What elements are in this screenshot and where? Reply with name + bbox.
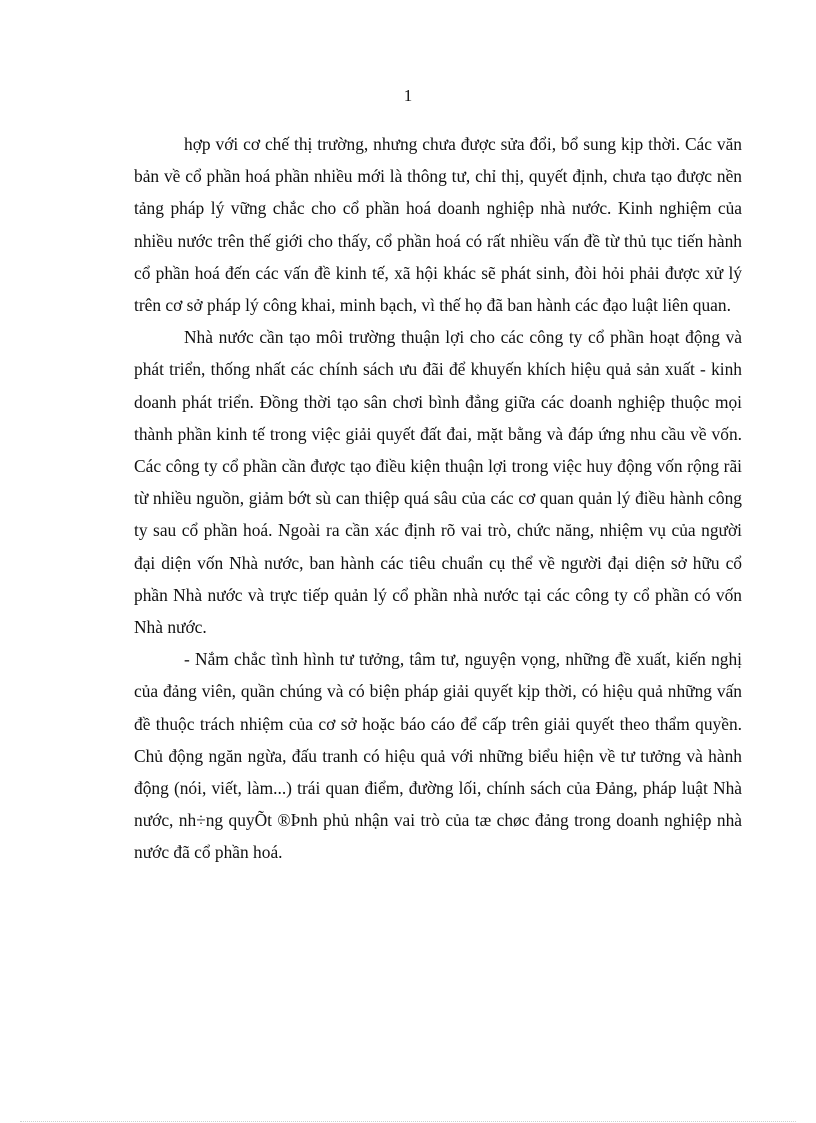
paragraph-1: hợp với cơ chế thị trường, nhưng chưa được sửa đổi, bổ sung kịp thời. Các văn bản về cổ phần hoá phần nhiều mới là thông tư, chỉ thị, quyết định, chưa tạo được nền tảng pháp lý vững chắc cho cổ phần hoá doanh nghiệp nhà nước. Kinh nghiệm của nhiều nước trên thế giới cho thấy, cổ phần hoá có rất nhiều vấn đề từ thủ tục tiến hành cổ phần hoá đến các vấn đề kinh tế, xã hội khác sẽ phát sinh, đòi hỏi phải được xử lý trên cơ sở pháp lý công khai, minh bạch, vì thế họ đã ban hành các đạo luật liên quan. (134, 134, 742, 316)
page-bottom-border (20, 1121, 796, 1122)
paragraph-2: Nhà nước cần tạo môi trường thuận lợi cho các công ty cổ phần hoạt động và phát triển, thống nhất các chính sách ưu đãi để khuyến khích hiệu quả sản xuất - kinh doanh phát triển. Đồng thời tạo sân chơi bình đẳng giữa các doanh nghiệp thuộc mọi thành phần kinh tế trong việc giải quyết đất đai, mặt bằng và đáp ứng nhu cầu về vốn. Các công ty cổ phần cần được tạo điều kiện thuận lợi trong việc huy động vốn rộng rãi từ nhiều nguồn, giảm bớt sù can thiệp quá sâu của các cơ quan quản lý điều hành công ty sau cổ phần hoá. Ngoài ra cần xác định rõ vai trò, chức năng, nhiệm vụ của người đại diện vốn Nhà nước, ban hành các tiêu chuẩn cụ thể về người đại diện sở hữu cổ phần Nhà nước và trực tiếp quản lý cổ phần nhà nước tại các công ty cổ phần có vốn Nhà nước. (134, 327, 742, 638)
page-number: 1 (403, 86, 413, 105)
body-text (134, 128, 742, 869)
paragraph-3: - Nắm chắc tình hình tư tưởng, tâm tư, nguyện vọng, những đề xuất, kiến nghị của đảng viên, quần chúng và có biện pháp giải quyết kịp thời, có hiệu quả những vấn đề thuộc trách nhiệm của cơ sở hoặc báo cáo để cấp trên giải quyết theo thẩm quyền. Chủ động ngăn ngừa, đấu tranh có hiệu quả với những biểu hiện về tư tưởng và hành động (nói, viết, làm...) trái quan điểm, đường lối, chính sách của Đảng, pháp luật Nhà nước, nh÷ng quyÕt ®Þnh phủ nhận vai trò của tæ chøc đảng trong doanh nghiệp nhà nước đã cổ phần hoá. (134, 649, 742, 863)
